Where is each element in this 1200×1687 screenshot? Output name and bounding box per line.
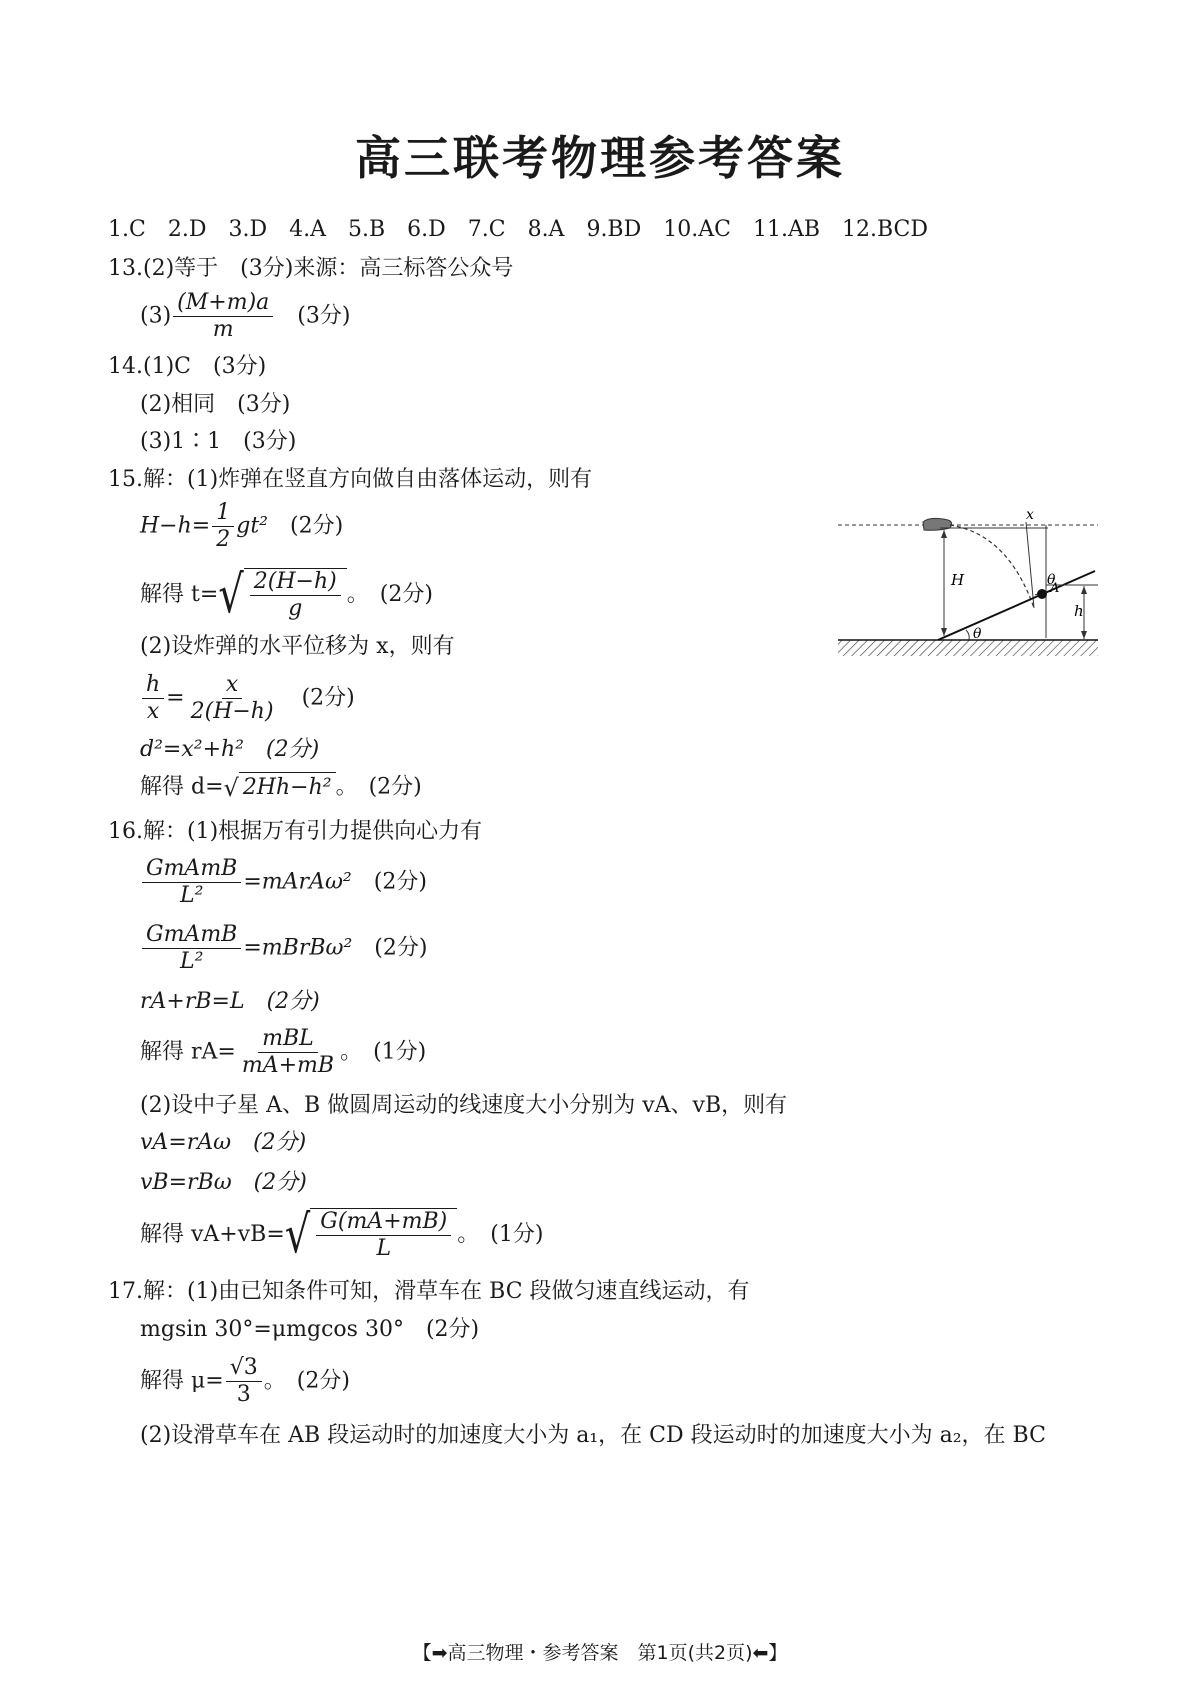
q15-eq2: 解得 t= √ $\frac{2(H-h)}{g}$ 。 (2分) bbox=[140, 565, 433, 625]
q15-eq1: H−h= $\frac{1}{2}$ gt² (2分) bbox=[140, 500, 344, 552]
point-A bbox=[1037, 589, 1047, 599]
q15-eq4: d²=x²+h² (2分) bbox=[140, 737, 320, 762]
q17-eq2: 解得 μ= $\frac{√3}{3}$ 。 (2分) bbox=[140, 1355, 350, 1407]
svg-text:x: x bbox=[1026, 508, 1034, 523]
mc-answers: 1.C 2.D 3.D 4.A 5.B 6.D 7.C 8.A 9.BD 10.AC 11.AB 12.BCD bbox=[108, 217, 929, 242]
q14-line2: (2)相同 (3分) bbox=[140, 392, 291, 417]
page-footer: 【➡高三物理・参考答案 第1页(共2页)⬅】 bbox=[412, 1642, 788, 1664]
svg-text:θ: θ bbox=[1047, 572, 1056, 588]
q17-line4: (2)设滑草车在 AB 段运动时的加速度大小为 a₁，在 CD 段运动时的加速度大小为 a₂，在 BC bbox=[140, 1423, 1046, 1448]
q17-line1: 17.解：(1)由已知条件可知，滑草车在 BC 段做匀速直线运动，有 bbox=[108, 1279, 750, 1304]
theta-arc-bottom bbox=[966, 630, 969, 640]
svg-text:A: A bbox=[1050, 581, 1060, 596]
q13-line2: (3) $\frac{(M+m)a}{m}$ (3分) bbox=[140, 290, 351, 342]
q14-line1: 14.(1)C (3分) bbox=[108, 354, 267, 379]
q13-line1: 13.(2)等于 (3分)来源：高三标答公众号 bbox=[108, 256, 514, 281]
svg-text:H: H bbox=[951, 571, 965, 589]
q15-eq5: 解得 d= √ 2Hh−h² 。 (2分) bbox=[140, 773, 422, 802]
q16-line1: 16.解：(1)根据万有引力提供向心力有 bbox=[108, 819, 483, 844]
q15-line1: 15.解：(1)炸弹在竖直方向做自由落体运动，则有 bbox=[108, 467, 593, 492]
q16-eq2: $\frac{\text{GmAmB}}{\text{L²}}$ =mBrBω² (2分) bbox=[140, 922, 427, 975]
q17-eq1: mgsin 30°=μmgcos 30° (2分) bbox=[140, 1317, 480, 1342]
q15-line4: (2)设炸弹的水平位移为 x，则有 bbox=[140, 634, 455, 659]
q16-eq3: rA+rB=L (2分) bbox=[140, 989, 320, 1014]
bomb-slope-figure bbox=[838, 508, 1098, 658]
q16-eq7: 解得 vA+vB= √ $\frac{G(mA+mB)}{L}$ 。 (1分) bbox=[140, 1205, 544, 1265]
q14-line3: (3)1∶1 (3分) bbox=[140, 429, 297, 454]
svg-text:θ: θ bbox=[973, 626, 982, 642]
q16-eq4: 解得 rA= $\frac{\text{mBL}}{mA+mB}$ 。 (1分) bbox=[140, 1026, 427, 1078]
q16-line6: (2)设中子星 A、B 做圆周运动的线速度大小分别为 vA、vB，则有 bbox=[140, 1093, 788, 1118]
ground-hatch bbox=[838, 640, 1098, 656]
q15-eq3: $\frac{h}{x}$ = $\frac{x}{2(H-h)}$ (2分) bbox=[140, 672, 355, 725]
page-title: 高三联考物理参考答案 bbox=[355, 131, 845, 185]
svg-text:h: h bbox=[1074, 602, 1084, 620]
bomb-trajectory bbox=[950, 525, 1034, 608]
q16-eq6: vB=rBω (2分) bbox=[140, 1170, 307, 1195]
q16-eq1: $\frac{\text{GmAmB}}{\text{L²}}$ =mArAω² (2分) bbox=[140, 856, 427, 909]
q16-eq5: vA=rAω (2分) bbox=[140, 1130, 307, 1155]
perpendicular-line bbox=[1026, 522, 1034, 608]
